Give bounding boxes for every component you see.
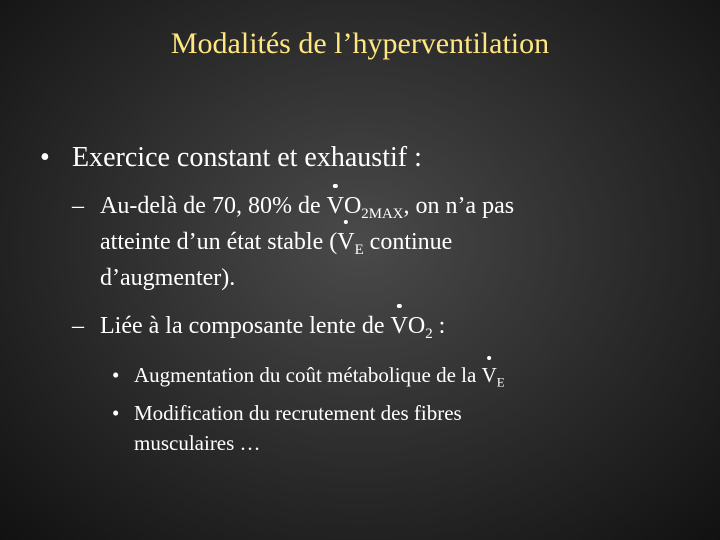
subbullet-text-part1: Au-delà de 70, 80% de xyxy=(100,193,327,219)
sub-subbullet-augmentation xyxy=(112,360,505,390)
bullet-exercice xyxy=(40,140,422,176)
dash-icon: – xyxy=(72,313,84,339)
o2-symbol: O xyxy=(407,313,426,339)
v-dot-symbol: V xyxy=(482,360,497,390)
o2-symbol: O xyxy=(343,193,362,219)
line2-text-b: continue xyxy=(363,229,453,255)
subbullet-text-part2: , on n’a pas xyxy=(403,193,515,219)
v-dot-symbol: V xyxy=(327,188,344,224)
slide-title: Modalités de l’hyperventilation xyxy=(170,27,550,60)
subbullet-au-dela xyxy=(72,188,514,296)
e-subscript: E xyxy=(496,374,505,390)
subbullet-line3: d’augmenter). xyxy=(100,265,236,291)
sub-subbullet-text: Modification du recrutement des fibres xyxy=(134,401,462,425)
o2-subscript: 2MAX xyxy=(361,206,404,223)
bullet-icon: • xyxy=(112,401,120,425)
o2-subscript: 2 xyxy=(425,326,433,343)
e-subscript: E xyxy=(354,242,364,259)
dash-icon: – xyxy=(72,193,84,219)
subbullet-text-part2: : xyxy=(432,313,446,339)
line2-text-a: atteinte d’un état stable ( xyxy=(100,229,338,255)
sub-subbullet-text: Augmentation du coût métabolique de la xyxy=(134,363,482,387)
sub-subbullet-line2: musculaires … xyxy=(134,431,261,455)
v-dot-symbol: V xyxy=(391,308,408,344)
subbullet-text-part1: Liée à la composante lente de xyxy=(100,313,391,339)
sub-subbullet-modification xyxy=(112,398,462,458)
bullet-icon: • xyxy=(112,363,120,387)
subbullet-line2 xyxy=(72,224,514,260)
v-dot-symbol: V xyxy=(337,224,354,260)
bullet-text: Exercice constant et exhaustif : xyxy=(72,142,422,173)
bullet-icon: • xyxy=(40,142,50,173)
subbullet-liee xyxy=(72,308,445,344)
